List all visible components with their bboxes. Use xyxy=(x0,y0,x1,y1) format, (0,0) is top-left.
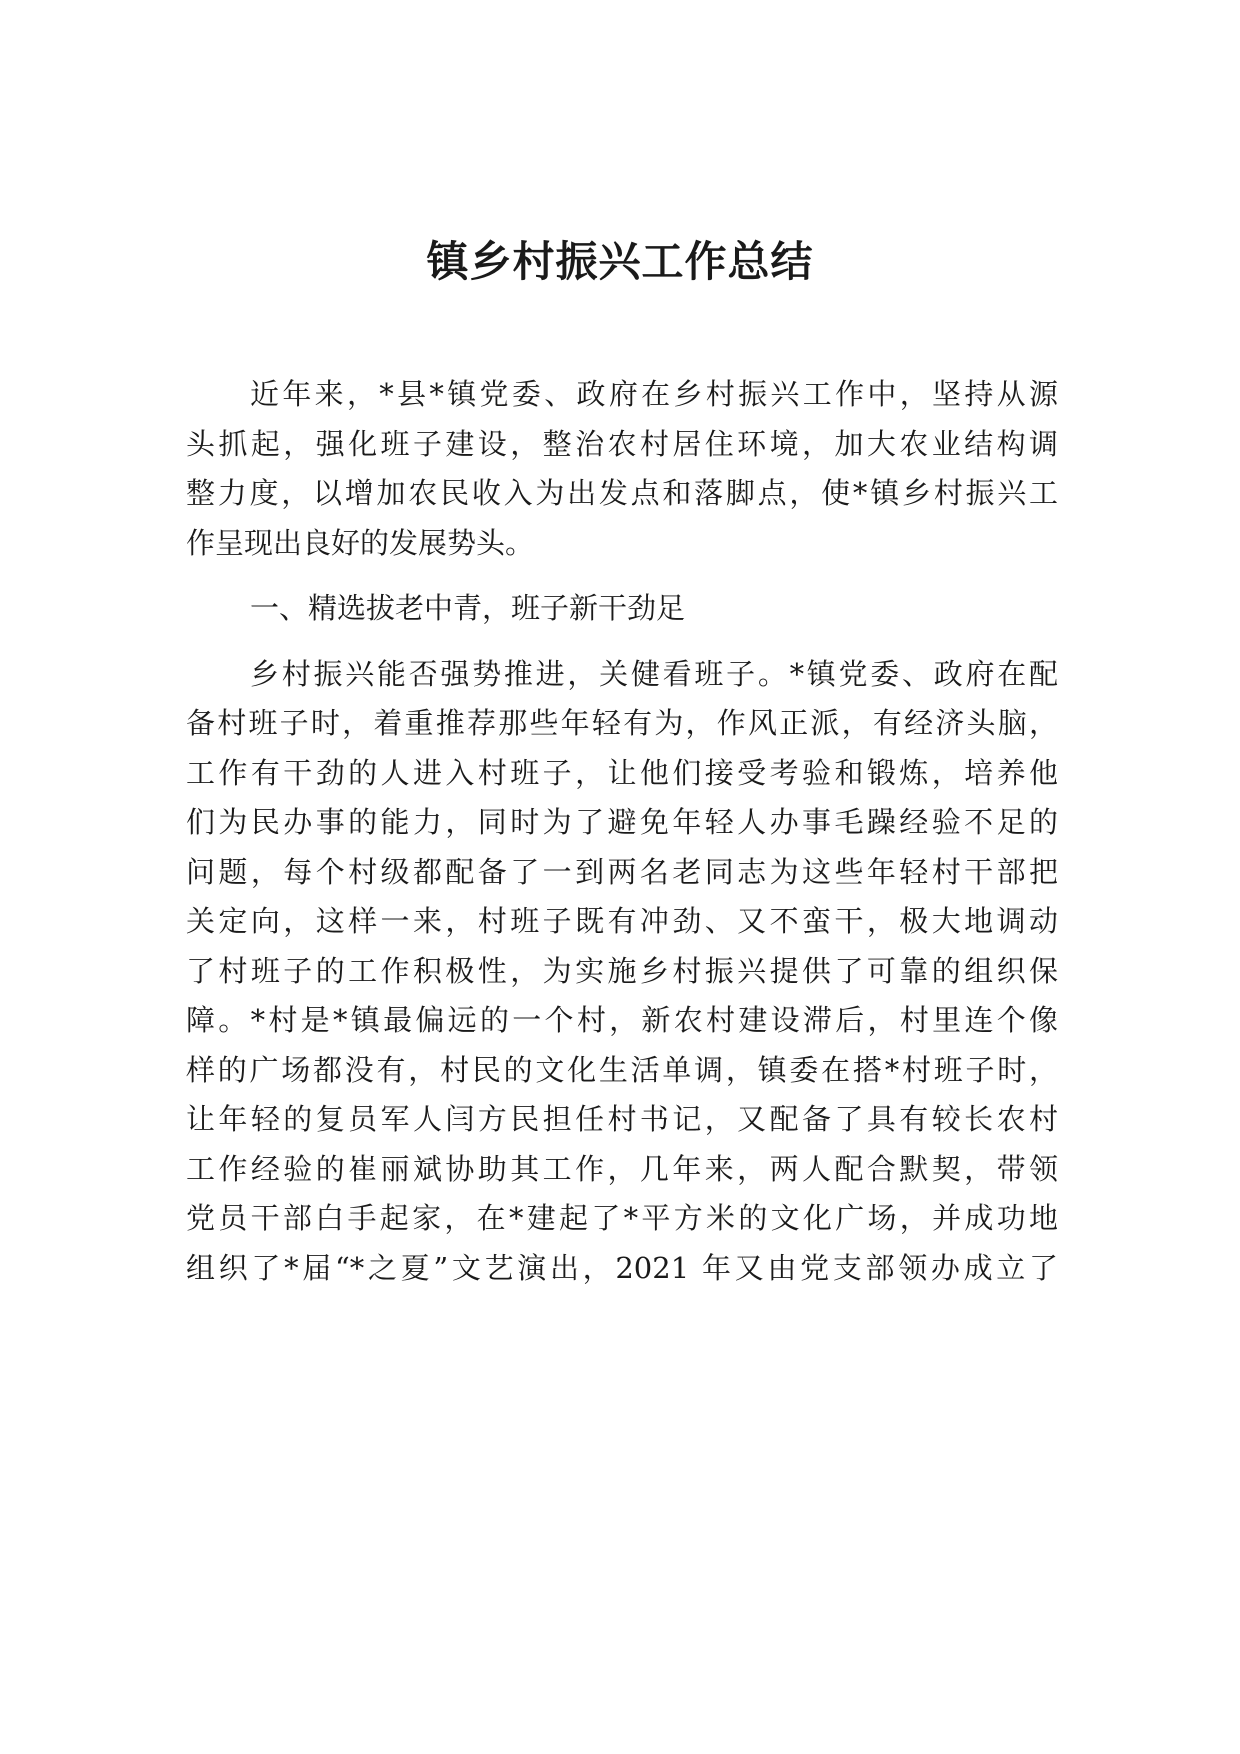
paragraph-spacer xyxy=(186,634,1058,650)
paragraph-line: 障。*村是*镇最偏远的一个村，新农村建设滞后，村里连个像 xyxy=(186,1003,1058,1037)
paragraph-line: 工作有干劲的人进入村班子，让他们接受考验和锻炼，培养他 xyxy=(186,755,1058,790)
paragraph-line: 们为民办事的能力，同时为了避免年轻人办事毛躁经验不足的 xyxy=(186,805,1058,839)
paragraph-line: 组织了*届“*之夏”文艺演出，2021 年又由党支部领办成立了 xyxy=(186,1250,1058,1285)
paragraph-line: 乡村振兴能否强势推进，关健看班子。*镇党委、政府在配 xyxy=(250,656,1058,691)
section-heading-text: 一、精选拔老中青，班子新干劲足 xyxy=(250,591,686,625)
document-body xyxy=(186,370,1058,1293)
paragraph-line: 整力度，以增加农民收入为出发点和落脚点，使*镇乡村振兴工 xyxy=(186,476,1058,510)
paragraph-line: 头抓起，强化班子建设，整治农村居住环境，加大农业结构调 xyxy=(186,426,1058,461)
paragraph-spacer xyxy=(186,568,1058,584)
paragraph-intro xyxy=(186,370,1058,568)
paragraph-line: 样的广场都没有，村民的文化生活单调，镇委在搭*村班子时， xyxy=(186,1052,1058,1087)
paragraph-body xyxy=(186,650,1058,1294)
paragraph-line: 让年轻的复员军人闫方民担任村书记，又配备了具有较长农村 xyxy=(186,1102,1058,1136)
paragraph-line: 作呈现出良好的发展势头。 xyxy=(186,525,535,560)
paragraph-line: 了村班子的工作积极性，为实施乡村振兴提供了可靠的组织保 xyxy=(186,953,1058,988)
paragraph-line: 工作经验的崔丽斌协助其工作，几年来，两人配合默契，带领 xyxy=(186,1151,1058,1186)
section-heading xyxy=(186,584,1058,634)
paragraph-line: 关定向，这样一来，村班子既有冲劲、又不蛮干，极大地调动 xyxy=(186,904,1058,938)
paragraph-line: 党员干部白手起家，在*建起了*平方米的文化广场，并成功地 xyxy=(186,1201,1058,1235)
document-title: 镇乡村振兴工作总结 xyxy=(426,237,814,286)
paragraph-line: 近年来，*县*镇党委、政府在乡村振兴工作中，坚持从源 xyxy=(250,377,1058,411)
paragraph-line: 备村班子时，着重推荐那些年轻有为，作风正派，有经济头脑， xyxy=(186,706,1058,740)
paragraph-line: 问题，每个村级都配备了一到两名老同志为这些年轻村干部把 xyxy=(186,854,1058,889)
